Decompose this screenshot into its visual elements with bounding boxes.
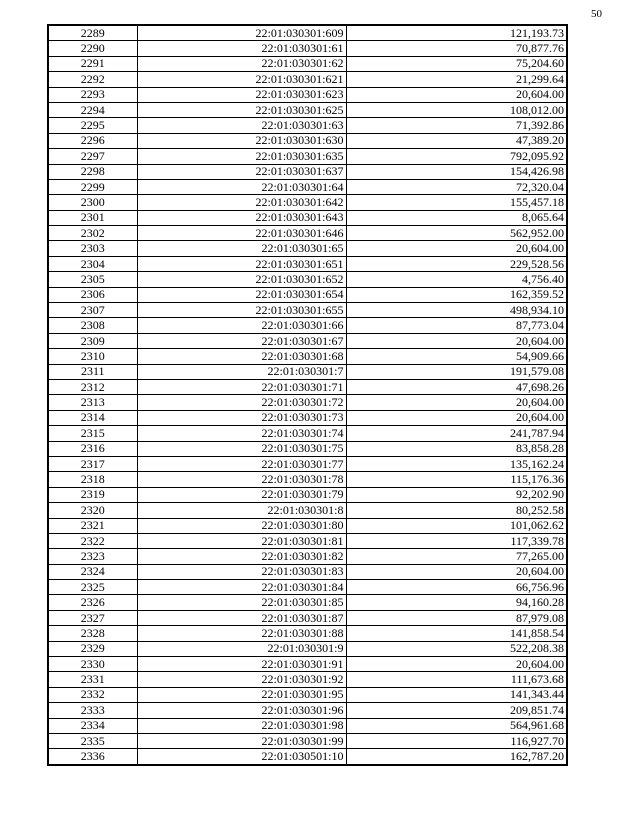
cadastral-value-cell: 94,160.28 [346,595,567,610]
cadastral-value-cell: 162,787.20 [346,749,567,765]
cadastral-number-cell: 22:01:030301:62 [137,56,346,71]
cadastral-value-cell: 115,176.36 [346,472,567,487]
row-number-cell: 2290 [48,41,137,56]
cadastral-value-cell: 54,909.66 [346,349,567,364]
table-row [48,749,567,765]
cadastral-value-cell: 108,012.00 [346,102,567,117]
table-row [48,456,567,471]
row-number-cell: 2315 [48,426,137,441]
row-number-cell: 2289 [48,25,137,41]
table-row [48,410,567,425]
cadastral-number-cell: 22:01:030301:9 [137,641,346,656]
row-number-cell: 2312 [48,379,137,394]
cadastral-value-cell: 241,787.94 [346,426,567,441]
cadastral-value-cell: 792,095.92 [346,149,567,164]
table-row [48,395,567,410]
row-number-cell: 2328 [48,626,137,641]
row-number-cell: 2309 [48,333,137,348]
row-number-cell: 2313 [48,395,137,410]
cadastral-number-cell: 22:01:030301:80 [137,518,346,533]
table-row [48,179,567,194]
cadastral-number-cell: 22:01:030301:67 [137,333,346,348]
cadastral-number-cell: 22:01:030301:623 [137,87,346,102]
cadastral-value-cell: 83,858.28 [346,441,567,456]
cadastral-number-cell: 22:01:030301:85 [137,595,346,610]
row-number-cell: 2291 [48,56,137,71]
table-row [48,118,567,133]
cadastral-number-cell: 22:01:030301:625 [137,102,346,117]
cadastral-number-cell: 22:01:030301:651 [137,256,346,271]
cadastral-value-cell: 209,851.74 [346,703,567,718]
row-number-cell: 2322 [48,533,137,548]
cadastral-number-cell: 22:01:030301:635 [137,149,346,164]
cadastral-value-cell: 87,773.04 [346,318,567,333]
table-row [48,718,567,733]
cadastral-value-cell: 20,604.00 [346,657,567,672]
cadastral-number-cell: 22:01:030301:646 [137,226,346,241]
table-row [48,87,567,102]
row-number-cell: 2320 [48,503,137,518]
cadastral-number-cell: 22:01:030301:68 [137,349,346,364]
table-row [48,318,567,333]
cadastral-value-cell: 522,208.38 [346,641,567,656]
row-number-cell: 2319 [48,487,137,502]
row-number-cell: 2308 [48,318,137,333]
cadastral-value-cell: 72,320.04 [346,179,567,194]
row-number-cell: 2299 [48,179,137,194]
cadastral-number-cell: 22:01:030301:96 [137,703,346,718]
row-number-cell: 2305 [48,272,137,287]
row-number-cell: 2334 [48,718,137,733]
table-row [48,549,567,564]
table-row [48,226,567,241]
row-number-cell: 2325 [48,580,137,595]
table-row [48,333,567,348]
table-row [48,672,567,687]
table-row [48,272,567,287]
row-number-cell: 2329 [48,641,137,656]
cadastral-number-cell: 22:01:030301:74 [137,426,346,441]
cadastral-value-cell: 191,579.08 [346,364,567,379]
cadastral-number-cell: 22:01:030301:92 [137,672,346,687]
cadastral-value-cell: 75,204.60 [346,56,567,71]
row-number-cell: 2321 [48,518,137,533]
table-row [48,626,567,641]
cadastral-number-cell: 22:01:030301:655 [137,303,346,318]
table-row [48,195,567,210]
row-number-cell: 2304 [48,256,137,271]
cadastral-number-cell: 22:01:030301:8 [137,503,346,518]
cadastral-number-cell: 22:01:030301:91 [137,657,346,672]
table-row [48,210,567,225]
cadastral-number-cell: 22:01:030301:630 [137,133,346,148]
cadastral-value-cell: 47,698.26 [346,379,567,394]
row-number-cell: 2298 [48,164,137,179]
cadastral-number-cell: 22:01:030301:63 [137,118,346,133]
cadastral-value-cell: 70,877.76 [346,41,567,56]
table-row [48,703,567,718]
row-number-cell: 2331 [48,672,137,687]
cadastral-number-cell: 22:01:030301:71 [137,379,346,394]
row-number-cell: 2316 [48,441,137,456]
row-number-cell: 2314 [48,410,137,425]
cadastral-value-cell: 20,604.00 [346,87,567,102]
row-number-cell: 2330 [48,657,137,672]
cadastral-number-cell: 22:01:030301:652 [137,272,346,287]
cadastral-number-cell: 22:01:030301:78 [137,472,346,487]
cadastral-number-cell: 22:01:030301:98 [137,718,346,733]
table-row [48,503,567,518]
cadastral-number-cell: 22:01:030301:72 [137,395,346,410]
row-number-cell: 2317 [48,456,137,471]
cadastral-value-table [47,24,568,766]
row-number-cell: 2307 [48,303,137,318]
cadastral-value-cell: 101,062.62 [346,518,567,533]
cadastral-value-cell: 562,952.00 [346,226,567,241]
table-row [48,133,567,148]
cadastral-value-cell: 20,604.00 [346,333,567,348]
cadastral-number-cell: 22:01:030501:10 [137,749,346,765]
cadastral-number-cell: 22:01:030301:95 [137,687,346,702]
cadastral-number-cell: 22:01:030301:84 [137,580,346,595]
table-row [48,657,567,672]
table-row [48,564,567,579]
cadastral-number-cell: 22:01:030301:637 [137,164,346,179]
row-number-cell: 2333 [48,703,137,718]
row-number-cell: 2292 [48,72,137,87]
row-number-cell: 2302 [48,226,137,241]
cadastral-number-cell: 22:01:030301:621 [137,72,346,87]
table-row [48,364,567,379]
cadastral-number-cell: 22:01:030301:643 [137,210,346,225]
table-row [48,241,567,256]
table-row [48,349,567,364]
cadastral-value-cell: 155,457.18 [346,195,567,210]
table-row [48,256,567,271]
cadastral-value-cell: 92,202.90 [346,487,567,502]
row-number-cell: 2295 [48,118,137,133]
table-row [48,303,567,318]
row-number-cell: 2303 [48,241,137,256]
table-row [48,72,567,87]
row-number-cell: 2324 [48,564,137,579]
cadastral-value-cell: 87,979.08 [346,610,567,625]
cadastral-value-cell: 229,528.56 [346,256,567,271]
row-number-cell: 2310 [48,349,137,364]
table-row [48,610,567,625]
row-number-cell: 2300 [48,195,137,210]
row-number-cell: 2327 [48,610,137,625]
cadastral-number-cell: 22:01:030301:64 [137,179,346,194]
cadastral-value-cell: 20,604.00 [346,564,567,579]
row-number-cell: 2311 [48,364,137,379]
row-number-cell: 2297 [48,149,137,164]
table-row [48,595,567,610]
cadastral-number-cell: 22:01:030301:654 [137,287,346,302]
cadastral-number-cell: 22:01:030301:99 [137,733,346,748]
table-row [48,441,567,456]
table-row [48,641,567,656]
table-row [48,149,567,164]
cadastral-value-cell: 66,756.96 [346,580,567,595]
row-number-cell: 2301 [48,210,137,225]
cadastral-number-cell: 22:01:030301:77 [137,456,346,471]
table-row [48,379,567,394]
cadastral-number-cell: 22:01:030301:88 [137,626,346,641]
cadastral-value-cell: 80,252.58 [346,503,567,518]
cadastral-value-cell: 20,604.00 [346,395,567,410]
row-number-cell: 2332 [48,687,137,702]
row-number-cell: 2318 [48,472,137,487]
cadastral-value-cell: 47,389.20 [346,133,567,148]
table-row [48,41,567,56]
page-number: 50 [591,8,602,20]
table-row [48,580,567,595]
cadastral-value-cell: 154,426.98 [346,164,567,179]
table-row [48,687,567,702]
row-number-cell: 2326 [48,595,137,610]
cadastral-number-cell: 22:01:030301:79 [137,487,346,502]
cadastral-value-cell: 121,193.73 [346,25,567,41]
cadastral-value-cell: 20,604.00 [346,410,567,425]
cadastral-number-cell: 22:01:030301:61 [137,41,346,56]
cadastral-number-cell: 22:01:030301:642 [137,195,346,210]
cadastral-number-cell: 22:01:030301:73 [137,410,346,425]
cadastral-number-cell: 22:01:030301:65 [137,241,346,256]
row-number-cell: 2323 [48,549,137,564]
cadastral-value-cell: 20,604.00 [346,241,567,256]
cadastral-value-cell: 116,927.70 [346,733,567,748]
cadastral-value-cell: 117,339.78 [346,533,567,548]
cadastral-value-cell: 141,343.44 [346,687,567,702]
row-number-cell: 2293 [48,87,137,102]
table-row [48,56,567,71]
cadastral-value-cell: 21,299.64 [346,72,567,87]
table-row [48,164,567,179]
cadastral-number-cell: 22:01:030301:83 [137,564,346,579]
table-row [48,287,567,302]
cadastral-number-cell: 22:01:030301:66 [137,318,346,333]
table-row [48,102,567,117]
row-number-cell: 2294 [48,102,137,117]
cadastral-number-cell: 22:01:030301:82 [137,549,346,564]
cadastral-number-cell: 22:01:030301:75 [137,441,346,456]
table-row [48,487,567,502]
row-number-cell: 2296 [48,133,137,148]
table-row [48,733,567,748]
cadastral-number-cell: 22:01:030301:87 [137,610,346,625]
cadastral-number-cell: 22:01:030301:7 [137,364,346,379]
row-number-cell: 2335 [48,733,137,748]
cadastral-value-cell: 135,162.24 [346,456,567,471]
table-row [48,426,567,441]
cadastral-value-cell: 71,392.86 [346,118,567,133]
cadastral-value-cell: 8,065.64 [346,210,567,225]
row-number-cell: 2306 [48,287,137,302]
cadastral-value-cell: 77,265.00 [346,549,567,564]
cadastral-number-cell: 22:01:030301:81 [137,533,346,548]
row-number-cell: 2336 [48,749,137,765]
cadastral-value-cell: 564,961.68 [346,718,567,733]
table-row [48,518,567,533]
table-row [48,533,567,548]
cadastral-number-cell: 22:01:030301:609 [137,25,346,41]
cadastral-value-cell: 4,756.40 [346,272,567,287]
cadastral-value-cell: 141,858.54 [346,626,567,641]
table-row [48,25,567,41]
cadastral-value-cell: 111,673.68 [346,672,567,687]
cadastral-value-cell: 498,934.10 [346,303,567,318]
table-row [48,472,567,487]
table-body [48,25,567,765]
cadastral-value-cell: 162,359.52 [346,287,567,302]
